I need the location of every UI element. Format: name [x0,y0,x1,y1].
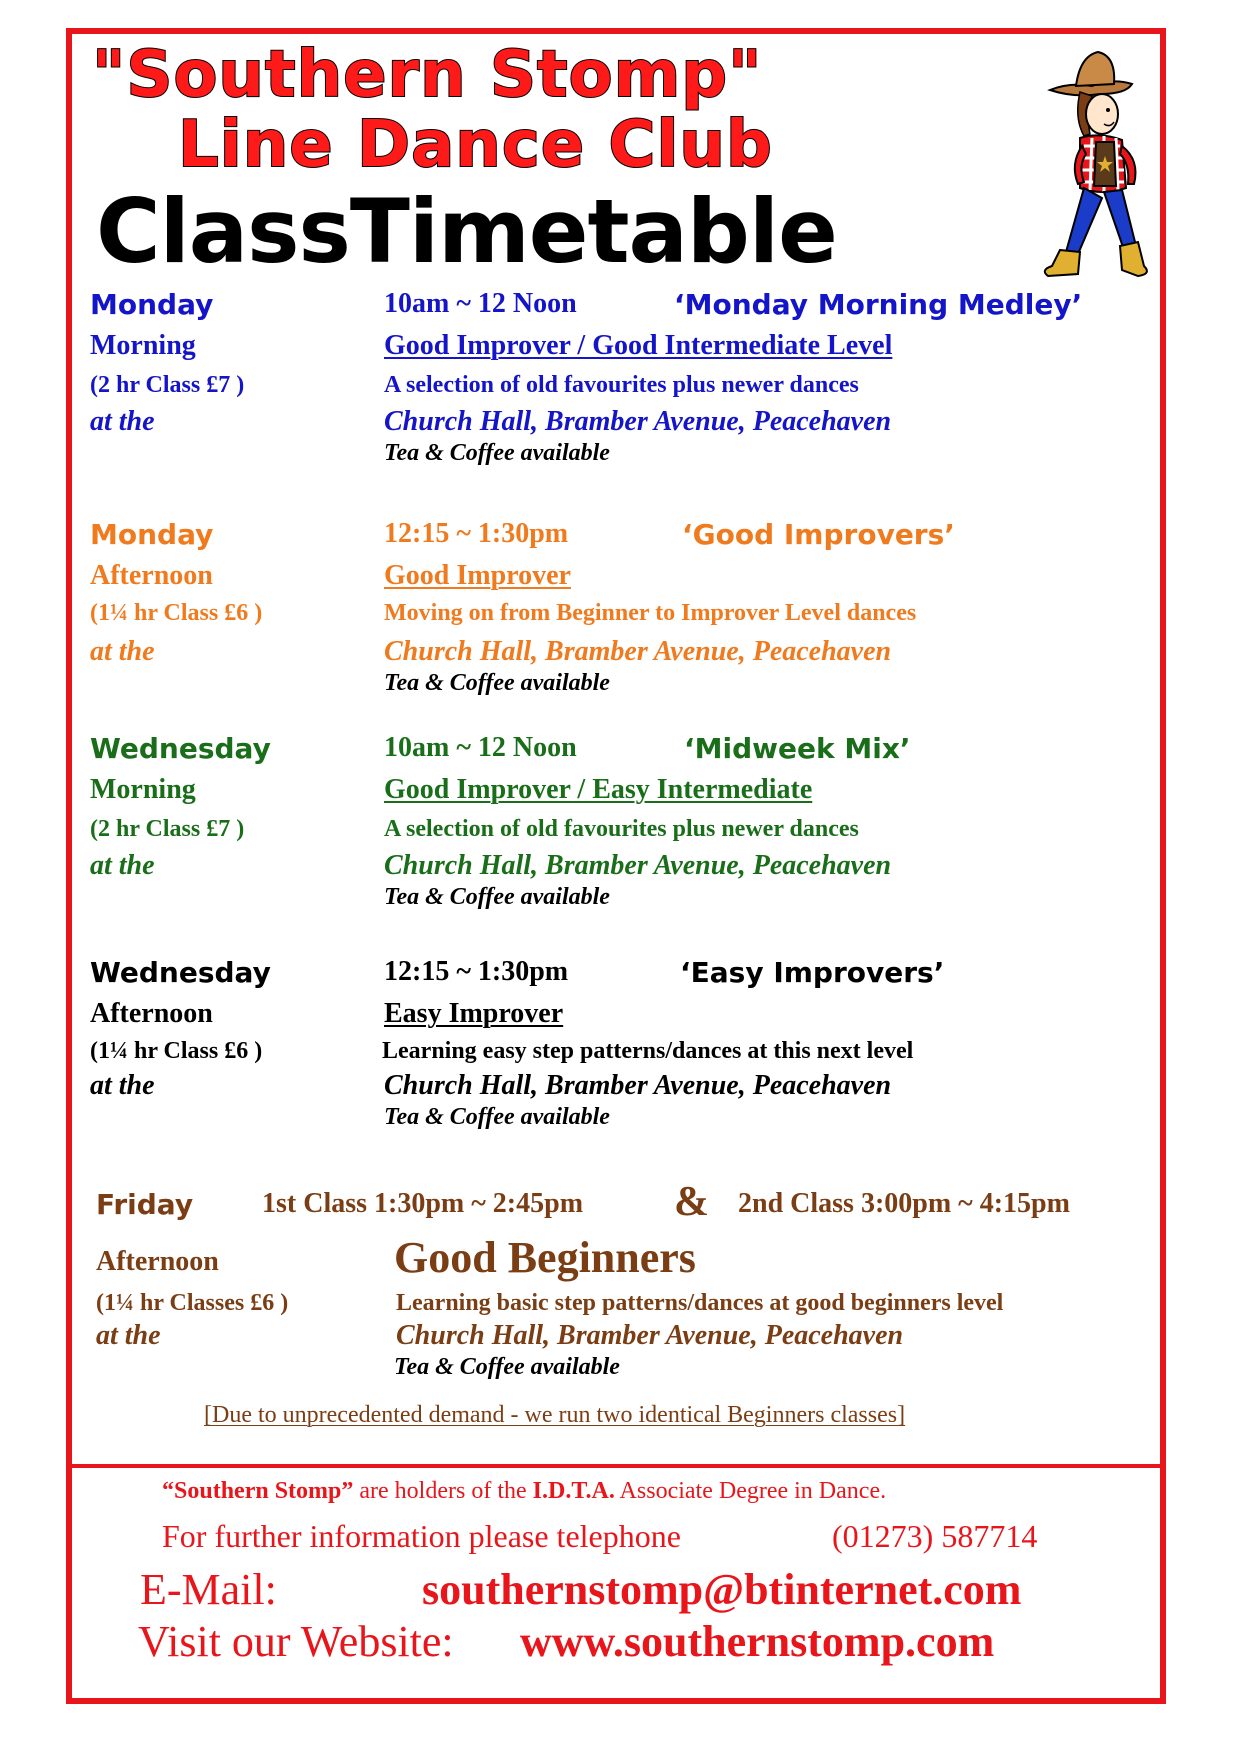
class-time: 12:15 ~ 1:30pm [384,956,569,987]
class-period: Afternoon [90,998,213,1029]
class-time: 10am ~ 12 Noon [384,732,577,763]
class-day: Wednesday [90,732,271,765]
class-day: Wednesday [90,956,271,989]
class-level: Good Improver [384,560,571,591]
class-venue: Church Hall, Bramber Avenue, Peacehaven [384,850,892,881]
website-label: Visit our Website: [138,1617,454,1666]
class-description: A selection of old favourites plus newer dances [384,816,859,842]
holders-text: are holders of the [353,1478,533,1504]
idta-statement [162,1478,886,1505]
email-link[interactable]: southernstomp@btinternet.com [422,1565,1022,1614]
class-venue: Church Hall, Bramber Avenue, Peacehaven [384,636,892,667]
website-link[interactable]: www.southernstomp.com [520,1617,995,1666]
timetable-heading: ClassTimetable [96,180,837,283]
class-venue: Church Hall, Bramber Avenue, Peacehaven [384,1070,892,1101]
friday-description: Learning basic step patterns/dances at good beginners level [396,1290,1004,1316]
email-label: E-Mail: [140,1565,277,1614]
class-description: Moving on from Beginner to Improver Level dances [384,600,917,626]
class-price: (1¼ hr Class £6 ) [90,600,263,626]
friday-first-class: 1st Class 1:30pm ~ 2:45pm [262,1188,584,1219]
idta-abbreviation: I.D.T.A. [532,1478,615,1504]
class-at-label: at the [90,636,155,667]
friday-venue: Church Hall, Bramber Avenue, Peacehaven [396,1320,904,1351]
class-period: Afternoon [90,560,213,591]
class-name: ‘Good Improvers’ [682,518,955,551]
class-level: Easy Improver [384,998,564,1029]
friday-ampersand: & [674,1179,709,1225]
class-level: Good Improver / Easy Intermediate [384,774,813,805]
degree-text: Associate Degree in Dance. [614,1478,887,1504]
class-day: Monday [90,518,214,551]
class-venue: Church Hall, Bramber Avenue, Peacehaven [384,406,892,437]
class-period: Morning [90,330,196,361]
class-description: A selection of old favourites plus newer dances [384,372,859,398]
class-price: (2 hr Class £7 ) [90,816,245,842]
friday-day: Friday [96,1188,194,1221]
friday-period: Afternoon [96,1246,219,1277]
club-name-title: "Southern Stomp" [92,38,763,112]
friday-second-class: 2nd Class 3:00pm ~ 4:15pm [738,1188,1070,1219]
class-price: (2 hr Class £7 ) [90,372,245,398]
friday-at-label: at the [96,1320,161,1351]
class-period: Morning [90,774,196,805]
class-day: Monday [90,288,214,321]
class-time: 10am ~ 12 Noon [384,288,577,319]
footer-divider [66,1464,1166,1468]
telephone-number[interactable]: (01273) 587714 [832,1518,1038,1554]
telephone-prompt: For further information please telephone [162,1518,681,1554]
friday-refreshments: Tea & Coffee available [394,1354,620,1380]
class-price: (1¼ hr Class £6 ) [90,1038,263,1064]
club-name-footer: “Southern Stomp” [162,1478,354,1504]
class-time: 12:15 ~ 1:30pm [384,518,569,549]
class-refreshments: Tea & Coffee available [384,884,610,910]
club-subtitle: Line Dance Club [178,108,773,182]
class-level: Good Improver / Good Intermediate Level [384,330,893,361]
friday-price: (1¼ hr Classes £6 ) [96,1290,289,1316]
class-name: ‘Easy Improvers’ [680,956,945,989]
class-description: Learning easy step patterns/dances at this next level [382,1038,914,1064]
class-at-label: at the [90,406,155,437]
cowboy-dancer-illustration [1030,38,1160,288]
beginners-demand-note: [Due to unprecedented demand - we run two identical Beginners classes] [204,1402,906,1428]
class-at-label: at the [90,1070,155,1101]
class-refreshments: Tea & Coffee available [384,440,610,466]
friday-level: Good Beginners [394,1233,696,1282]
class-refreshments: Tea & Coffee available [384,670,610,696]
class-at-label: at the [90,850,155,881]
class-name: ‘Monday Morning Medley’ [674,288,1083,321]
class-refreshments: Tea & Coffee available [384,1104,610,1130]
class-name: ‘Midweek Mix’ [684,732,911,765]
